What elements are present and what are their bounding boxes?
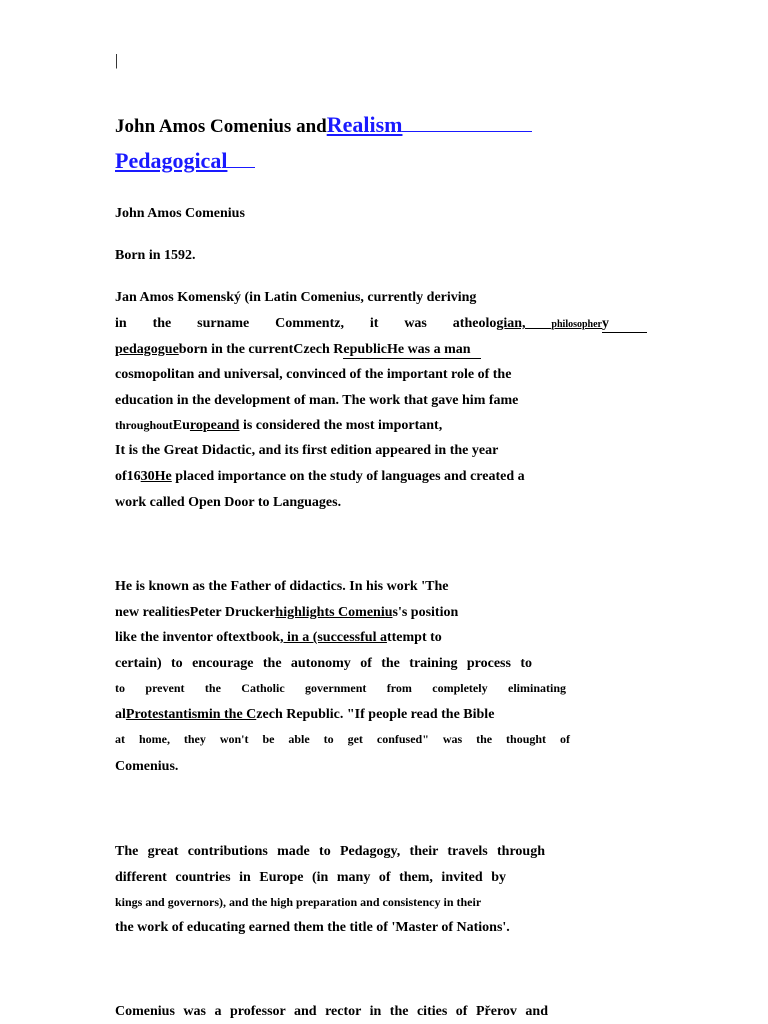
title-link-realism[interactable]: Realism [326,112,403,137]
para2-line: certain) to encourage the autonomy of the training process to [115,656,532,671]
para1-line: in the surname Commentz, it was atheologian, philosophery [115,316,647,333]
para2-line: to prevent the Catholic government from completely eliminating [115,681,566,695]
para2-line: like the inventor oftextbook, in a (successful attempt to [115,630,442,645]
para3-line: kings and governors), and the high preparation and consistency in their [115,895,482,909]
para1-line: of1630He placed importance on the study of languages and created a [115,469,525,484]
document-title [115,112,532,138]
para3-line: The great contributions made to Pedagogy, their travels through [115,844,545,859]
para3-line: the work of educating earned them the title of 'Master of Nations'. [115,920,510,935]
para2-line: alProtestantismin the Czech Republic. "If people read the Bible [115,707,495,722]
subheading: John Amos Comenius [115,206,245,221]
para2-line: at home, they won't be able to get confused" was the thought of [115,732,570,746]
title-link-pedagogical[interactable]: Pedagogical [115,148,228,173]
document-title-line2 [115,148,255,174]
para1-line: It is the Great Didactic, and its first edition appeared in the year [115,443,499,458]
para2-line: new realitiesPeter Druckerhighlights Comenius's position [115,605,459,620]
para4-line: Comenius was a professor and rector in the cities of Přerov and [115,1004,548,1019]
para1-line: throughoutEuropeand is considered the most important, [115,418,443,433]
para1-line: Jan Amos Komenský (in Latin Comenius, currently deriving [115,290,477,305]
para1-line: work called Open Door to Languages. [115,495,342,510]
title-prefix: John Amos Comenius and [115,116,327,137]
para2-line: He is known as the Father of didactics. In his work 'The [115,579,449,594]
para1-line: education in the development of man. The work that gave him fame [115,393,519,408]
para1-line: cosmopolitan and universal, convinced of the important role of the [115,367,512,382]
title-link-underline [402,130,532,132]
born-line: Born in 1592. [115,248,196,263]
para2-line: Comenius. [115,759,179,774]
title-link-underline-2 [227,166,255,168]
para1-line: pedagogueborn in the currentCzech RepublicHe was a man [115,342,481,359]
para3-line: different countries in Europe (in many of them, invited by [115,870,506,885]
text-cursor: | [115,52,119,69]
